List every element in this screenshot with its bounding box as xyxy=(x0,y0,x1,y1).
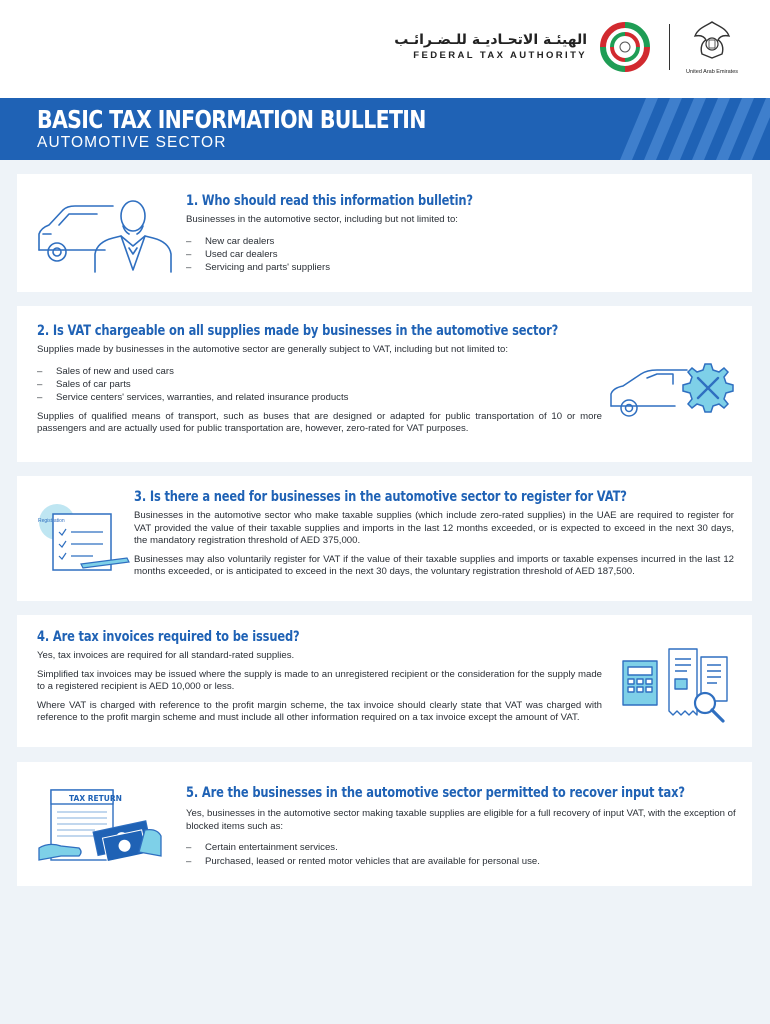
page-header xyxy=(0,0,770,98)
list-item: – Purchased, leased or rented motor vehicles that are available for personal use. xyxy=(186,855,736,868)
section-1-card xyxy=(17,174,752,292)
section-3-card xyxy=(17,476,752,601)
section-5-card xyxy=(17,762,752,886)
section-2-intro: Supplies made by businesses in the automotive sector are generally subject to VAT, including but not limited to: xyxy=(37,344,509,355)
list-item: – Servicing and parts' suppliers xyxy=(186,261,736,274)
registration-form-icon xyxy=(35,502,135,574)
section-4-paragraph-3: Where VAT is charged with reference to the profit margin scheme, the tax invoice should clearly state that VAT was charged with reference to the profit margin scheme and must include all other information required on a tax invoice except the amount of VAT. xyxy=(37,699,602,724)
section-5-list xyxy=(186,841,736,868)
fta-name xyxy=(394,32,587,61)
fta-english-name: FEDERAL TAX AUTHORITY xyxy=(413,50,588,61)
fta-arabic-name: الهيئـة الاتحـاديـة للـضـرائـب xyxy=(394,32,588,48)
section-2-note: Supplies of qualified means of transport, such as buses that are designed or adapted for public transportation of 10 or more passengers and are actually used for public transportation are, however, zero-rated for VAT purposes. xyxy=(37,410,602,435)
section-1-list xyxy=(186,235,736,275)
section-3-heading: 3. Is there a need for businesses in the automotive sector to register for VAT? xyxy=(134,489,627,505)
section-4-heading: 4. Are tax invoices required to be issued? xyxy=(37,629,300,645)
uae-emblem xyxy=(686,18,738,75)
section-2-list xyxy=(37,365,602,405)
list-item: – Certain entertainment services. xyxy=(186,841,736,854)
list-item: – New car dealers xyxy=(186,235,736,248)
section-4-card xyxy=(17,615,752,747)
section-4-paragraph-2: Simplified tax invoices may be issued where the supply is made to an unregistered recipient or the consideration for the supply made to a registered recipient is AED 10,000 or less. xyxy=(37,668,602,693)
tax-invoice-icon xyxy=(619,641,737,723)
emblem-caption: United Arab Emirates xyxy=(686,69,738,75)
fta-branding xyxy=(394,18,738,75)
section-4-paragraph-1: Yes, tax invoices are required for all standard-rated supplies. xyxy=(37,650,295,661)
title-banner xyxy=(0,98,770,160)
section-2-card xyxy=(17,306,752,462)
banner-stripes-icon xyxy=(600,98,770,160)
car-dealer-icon xyxy=(35,192,181,274)
section-2-heading: 2. Is VAT chargeable on all supplies made by businesses in the automotive sector? xyxy=(37,323,559,339)
section-1-heading: 1. Who should read this information bulletin? xyxy=(186,193,473,209)
header-divider xyxy=(669,24,670,70)
page-subtitle: AUTOMOTIVE SECTOR xyxy=(37,134,227,151)
section-5-heading: 5. Are the businesses in the automotive sector permitted to recover input tax? xyxy=(186,785,685,801)
section-5-intro: Yes, businesses in the automotive sector making taxable supplies are eligible for a full recovery of input VAT, with the exception of blocked items such as: xyxy=(186,808,736,832)
fta-logo-icon xyxy=(597,19,653,75)
list-item: – Used car dealers xyxy=(186,248,736,261)
list-item: – Sales of new and used cars xyxy=(37,365,602,378)
car-service-icon xyxy=(607,358,737,424)
section-1-intro: Businesses in the automotive sector, including but not limited to: xyxy=(186,214,458,225)
section-3-paragraph-1: Businesses in the automotive sector who make taxable supplies (which include zero-rated supplies) in the UAE are required to register for VAT provided the value of their taxable supplies and imports in the last 12 months exceeded, or is expected to exceed in the next 30 days, the mandatory registration threshold of AED 375,000. xyxy=(134,510,734,547)
tax-return-label: TAX RETURN xyxy=(69,794,122,803)
uae-emblem-icon xyxy=(692,18,732,62)
list-item: – Sales of car parts xyxy=(37,378,602,391)
list-item: – Service centers' services, warranties, and related insurance products xyxy=(37,391,602,404)
registration-label: Registration xyxy=(38,518,65,524)
section-3-paragraph-2: Businesses may also voluntarily register for VAT if the value of their taxable supplies and imports or taxable expenses incurred in the last 12 months exceeded, or is anticipated to exceed in the next 30 days, the voluntary registration threshold of AED 187,500. xyxy=(134,553,734,578)
page-title: BASIC TAX INFORMATION BULLETIN xyxy=(37,105,426,134)
